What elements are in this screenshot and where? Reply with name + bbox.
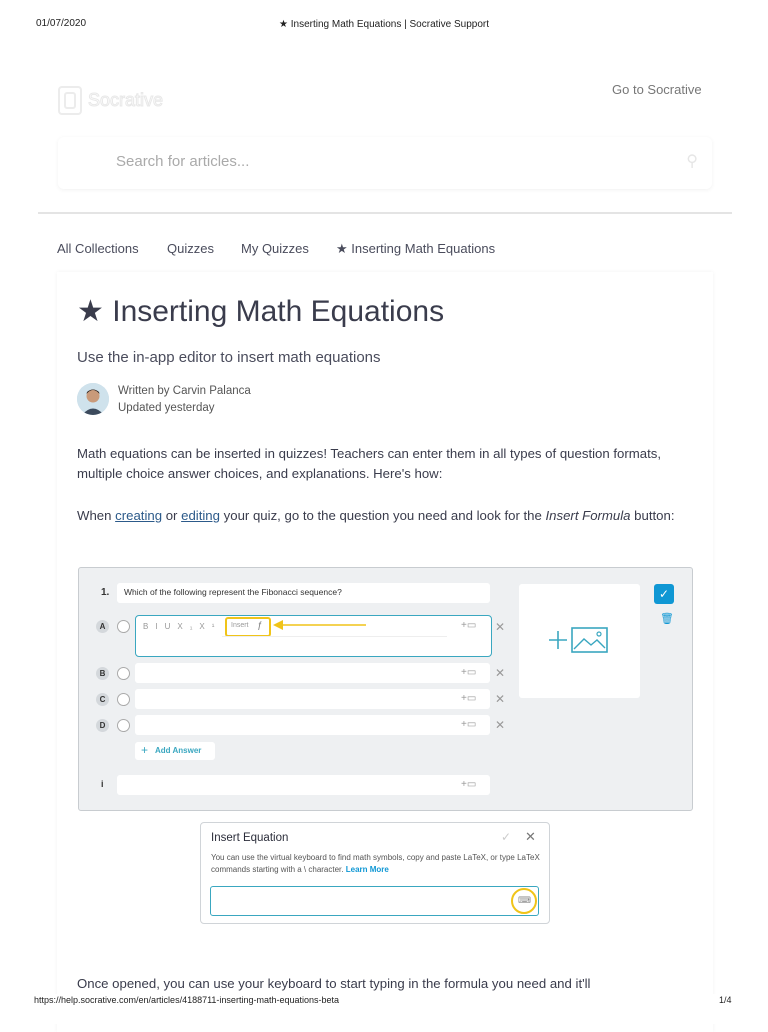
insert-formula-button[interactable]: Insert ƒ: [225, 617, 271, 637]
add-answer-button[interactable]: + Add Answer: [135, 742, 215, 760]
arrow-pointer: [271, 618, 371, 632]
insert-equation-dialog: [200, 822, 550, 924]
add-image-icon: [547, 625, 611, 655]
breadcrumb-quizzes[interactable]: Quizzes: [167, 241, 214, 256]
equation-input[interactable]: [210, 886, 539, 916]
paragraph-instructions: When creating or editing your quiz, go to the question you need and look for the Insert Formula button:: [77, 508, 675, 523]
answer-letter-d: D: [96, 719, 109, 732]
add-image-icon[interactable]: +▭: [461, 779, 477, 790]
paragraph-once-opened: Once opened, you can use your keyboard to start typing in the formula you need and it'll: [77, 976, 591, 991]
quiz-editor-screenshot: [78, 567, 693, 811]
answer-d-field[interactable]: [135, 715, 490, 735]
question-field: Which of the following represent the Fibonacci sequence?: [117, 583, 490, 603]
close-icon[interactable]: ✕: [525, 829, 536, 844]
trash-icon[interactable]: 🗑: [660, 613, 674, 625]
answer-letter-a: A: [96, 620, 109, 633]
dialog-body: You can use the virtual keyboard to find math symbols, copy and paste LaTeX, or type LaTeX commands starting with a \ character. Learn More: [211, 853, 540, 874]
socrative-logo[interactable]: [58, 86, 198, 116]
search-icon[interactable]: ⚲: [686, 153, 698, 170]
answer-b-radio[interactable]: [117, 667, 130, 680]
answer-b-field[interactable]: [135, 663, 490, 683]
author-avatar: [77, 383, 109, 415]
print-title: ★ Inserting Math Equations | Socrative Support: [278, 19, 489, 30]
updated-line: Updated yesterday: [118, 402, 215, 414]
breadcrumb-all-collections[interactable]: All Collections: [57, 241, 139, 256]
plus-icon: +: [141, 743, 149, 757]
answer-a-radio[interactable]: [117, 620, 130, 633]
svg-text:Socrative: Socrative: [88, 90, 164, 110]
search-box: [58, 137, 712, 189]
add-image-icon[interactable]: +▭: [461, 667, 477, 678]
question-number: 1.: [101, 587, 110, 598]
print-date: 01/07/2020: [36, 18, 87, 29]
add-image-icon[interactable]: +▭: [461, 719, 477, 730]
print-page-number: 1/4: [719, 995, 732, 1005]
confirm-icon[interactable]: ✓: [501, 830, 512, 844]
print-url: https://help.socrative.com/en/articles/4188711-inserting-math-equations-beta: [34, 995, 339, 1005]
creating-link[interactable]: creating: [115, 508, 163, 523]
author-line: Written by Carvin Palanca: [118, 385, 251, 397]
answer-letter-c: C: [96, 693, 109, 706]
formula-icon: ƒ: [257, 620, 263, 630]
article-title: ★ Inserting Math Equations: [77, 295, 445, 328]
dialog-title: Insert Equation: [211, 832, 289, 844]
answer-a-field[interactable]: BIUX₁X¹ Insert ƒ +▭: [135, 615, 492, 657]
go-to-socrative-link[interactable]: Go to Socrative: [612, 82, 702, 97]
learn-more-link[interactable]: Learn More: [345, 865, 389, 874]
header-divider: [38, 212, 732, 214]
answer-c-field[interactable]: [135, 689, 490, 709]
breadcrumb-current: ★ Inserting Math Equations: [336, 241, 496, 256]
search-input[interactable]: [114, 152, 678, 171]
add-image-icon[interactable]: +▭: [461, 693, 477, 704]
delete-answer-c-icon[interactable]: ✕: [495, 692, 506, 706]
article-subtitle: Use the in-app editor to insert math equations: [77, 349, 381, 366]
virtual-keyboard-button[interactable]: [511, 888, 537, 914]
explanation-field[interactable]: [117, 775, 490, 795]
keyboard-icon: ⌨: [518, 895, 531, 905]
explanation-marker: i: [101, 779, 104, 789]
answer-c-radio[interactable]: [117, 693, 130, 706]
add-image-icon[interactable]: +▭: [461, 620, 477, 631]
delete-answer-a-icon[interactable]: ✕: [495, 620, 506, 634]
author-name: Carvin Palanca: [172, 385, 251, 397]
editing-link[interactable]: editing: [181, 508, 220, 523]
check-icon[interactable]: ✓: [654, 584, 674, 604]
breadcrumb-my-quizzes[interactable]: My Quizzes: [241, 241, 309, 256]
paragraph-intro: Math equations can be inserted in quizzes! Teachers can enter them in all types of question formats, multiple choice answer choices, and explanations. Here's how:: [77, 446, 661, 481]
answer-letter-b: B: [96, 667, 109, 680]
image-upload-area[interactable]: [519, 584, 640, 698]
answer-d-radio[interactable]: [117, 719, 130, 732]
delete-answer-b-icon[interactable]: ✕: [495, 666, 506, 680]
delete-answer-d-icon[interactable]: ✕: [495, 718, 506, 732]
